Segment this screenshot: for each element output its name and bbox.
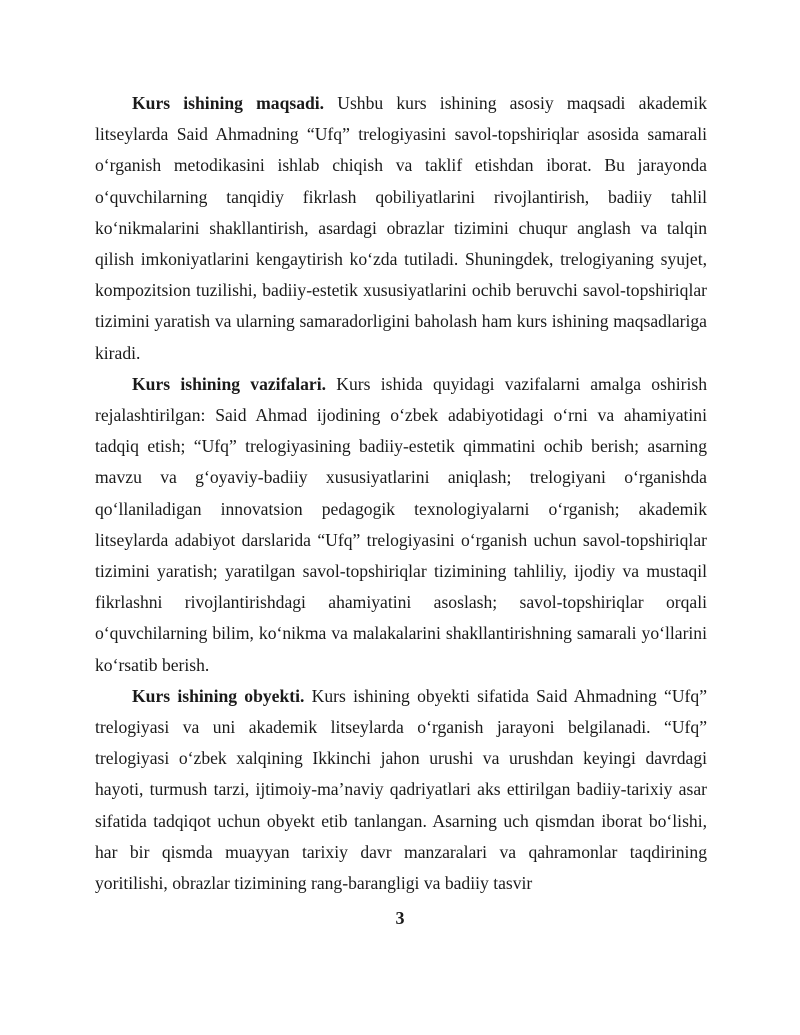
paragraph-text: Kurs ishining obyekti sifatida Said Ahmadning “Ufq” trelogiyasi va uni akademik litseylarda o‘rganish jarayoni belgilanadi. “Ufq” trelogiyasi o‘zbek xalqining Ikkinchi jahon urushi va urushdan keyingi davrdagi hayoti, turmush tarzi, ijtimoiy-ma’naviy qadriyatlari aks ettirilgan badiiy-tarixiy asar sifatida tadqiqot uchun obyekt etib tanlangan. Asarning uch qismdan iborat bo‘lishi, har bir qismda muayyan tarixiy davr manzaralari va qahramonlar taqdirining yoritilishi, obrazlar tizimining rang-barangligi va badiiy tasvir: [95, 685, 708, 894]
paragraph-heading: Kurs ishining vazifalari.: [132, 373, 327, 394]
paragraph-goal: [95, 88, 707, 369]
paragraph-object: [95, 681, 707, 899]
paragraph-heading: Kurs ishining maqsadi.: [132, 93, 325, 113]
paragraph-tasks: [95, 369, 707, 681]
document-body: [95, 88, 707, 899]
paragraph-text: Ushbu kurs ishining asosiy maqsadi akademik litseylarda Said Ahmadning “Ufq” trelogiyasini savol-topshiriqlar asosida samarali o‘rganish metodikasini ishlab chiqish va taklif etishdan iborat. Bu jarayonda o‘quvchilarning tanqidiy fikrlash qobiliyatlarini rivojlantirish, badiiy tahlil ko‘nikmalarini shakllantirish, asardagi obrazlar tizimini chuqur anglash va talqin qilish imkoniyatlarini kengaytirish ko‘zda tutiladi. Shuningdek, trelogiyaning syujet, kompozitsion tuzilishi, badiiy-estetik xususiyatlarini ochib beruvchi savol-topshiriqlar tizimini yaratish va ularning samaradorligini baholash ham kurs ishining maqsadlariga kiradi.: [95, 93, 707, 363]
page-number: 3: [395, 908, 405, 928]
paragraph-heading: Kurs ishining obyekti.: [132, 685, 305, 706]
paragraph-text: Kurs ishida quyidagi vazifalarni amalga oshirish rejalashtirilgan: Said Ahmad ijodining o‘zbek adabiyotidagi o‘rni va ahamiyatini tadqiq etish; “Ufq” trelogiyasining badiiy-estetik qimmatini ochib berish; asarning mavzu va g‘oyaviy-badiiy xususiyatlarini aniqlash; trelogiyani o‘rganishda qo‘llaniladigan innovatsion pedagogik texnologiyalarni o‘rganish; akademik litseylarda adabiyot darslarida “Ufq” trelogiyasini o‘rganish uchun savol-topshiriqlar tizimini yaratish; yaratilgan savol-topshiriqlar tizimining tahliliy, ijodiy va mustaqil fikrlashni rivojlantirishdagi ahamiyatini asoslash; savol-topshiriqlar orqali o‘quvchilarning bilim, ko‘nikma va malakalarini shakllantirishning samarali yo‘llarini ko‘rsatib berish.: [95, 373, 708, 675]
